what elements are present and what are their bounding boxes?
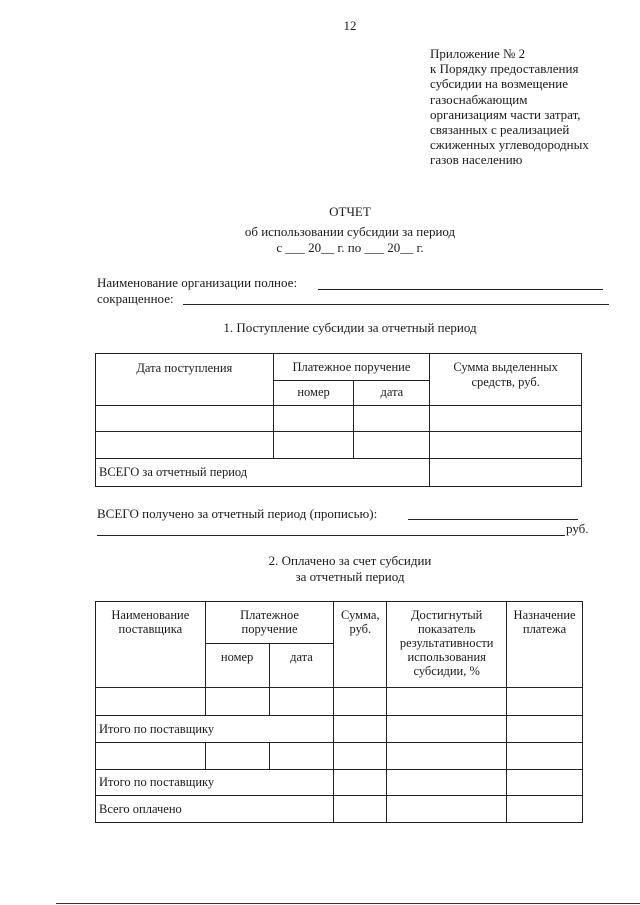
total-row	[96, 459, 582, 487]
table-cell[interactable]	[273, 406, 354, 432]
col-sum-header: Сумма выделенных средств, руб.	[430, 354, 582, 406]
table-row	[96, 432, 582, 459]
table-cell[interactable]	[96, 743, 206, 770]
table-cell[interactable]	[334, 743, 387, 770]
table-cell[interactable]	[387, 796, 507, 823]
total-label: Всего оплачено	[96, 796, 334, 823]
org-short-field[interactable]	[183, 304, 609, 305]
table-cell[interactable]	[507, 770, 583, 796]
page-bottom-rule	[56, 903, 640, 904]
table-cell[interactable]	[387, 716, 507, 743]
subtotal-row	[96, 770, 583, 796]
table-cell[interactable]	[387, 743, 507, 770]
appendix-line: Приложение № 2	[430, 46, 526, 61]
col-purpose-header: Назначение платежа	[507, 602, 583, 688]
subtotal-row	[96, 716, 583, 743]
appendix-line: газоснабжающим	[430, 91, 528, 107]
table-cell[interactable]	[354, 406, 430, 432]
table-cell[interactable]	[269, 743, 334, 770]
org-short-label: сокращенное:	[97, 291, 174, 306]
table-cell[interactable]	[269, 688, 334, 716]
table-cell[interactable]	[273, 432, 354, 459]
appendix-line: субсидии на возмещение	[430, 76, 568, 92]
table-cell[interactable]	[334, 770, 387, 796]
table-row	[96, 743, 583, 770]
col-number-header: номер	[205, 644, 269, 688]
table-cell[interactable]	[507, 743, 583, 770]
col-pdate-header: дата	[354, 381, 430, 406]
col-sum-header: Сумма, руб.	[334, 602, 387, 688]
table-cell[interactable]	[507, 796, 583, 823]
table-row	[96, 688, 583, 716]
appendix-line: организациям части затрат,	[430, 106, 581, 122]
table-cell[interactable]	[507, 716, 583, 743]
subtotal-label: Итого по поставщику	[96, 716, 334, 743]
org-full-label: Наименование организации полное:	[97, 275, 298, 290]
total-value-cell[interactable]	[430, 459, 582, 487]
table-cell[interactable]	[430, 432, 582, 459]
table-cell[interactable]	[96, 432, 274, 459]
col-payment-header: Платежное поручение	[273, 354, 430, 381]
appendix-line: связанных с реализацией	[430, 122, 570, 138]
section1-heading: 1. Поступление субсидии за отчетный период	[223, 320, 477, 335]
table-cell[interactable]	[205, 743, 269, 770]
report-subtitle: об использовании субсидии за период	[244, 224, 456, 239]
col-date-header: Дата поступления	[96, 354, 274, 406]
table-cell[interactable]	[334, 716, 387, 743]
subtotal-label: Итого по поставщику	[96, 770, 334, 796]
org-full-field[interactable]	[318, 289, 603, 290]
appendix-line: к Порядку предоставления	[430, 61, 579, 77]
table-cell[interactable]	[334, 688, 387, 716]
col-indicator-header: Достигнутый показатель результативности использования субсидии, %	[387, 602, 507, 688]
table-cell[interactable]	[205, 688, 269, 716]
appendix-line: газов населению	[430, 152, 523, 168]
total-row	[96, 796, 583, 823]
table-cell[interactable]	[354, 432, 430, 459]
received-field[interactable]	[408, 519, 578, 520]
col-number-header: номер	[273, 381, 354, 406]
appendix-block	[430, 46, 589, 168]
section2-heading-line2: за отчетный период	[295, 569, 405, 584]
table-cell[interactable]	[387, 770, 507, 796]
receipts-table	[95, 353, 582, 487]
col-pdate-header: дата	[269, 644, 334, 688]
table-cell[interactable]	[96, 406, 274, 432]
col-payment-header: Платежное поручение	[205, 602, 334, 644]
table-cell[interactable]	[387, 688, 507, 716]
table-row	[96, 406, 582, 432]
received-label: ВСЕГО получено за отчетный период (прописью):	[97, 506, 378, 521]
payments-table	[95, 601, 583, 823]
total-label: ВСЕГО за отчетный период	[96, 459, 430, 487]
table-cell[interactable]	[507, 688, 583, 716]
section2-heading-line1: 2. Оплачено за счет субсидии	[268, 553, 432, 568]
table-cell[interactable]	[430, 406, 582, 432]
table-cell[interactable]	[334, 796, 387, 823]
rub-label: руб.	[566, 521, 589, 536]
page-number: 12	[343, 18, 357, 33]
table-cell[interactable]	[96, 688, 206, 716]
received-field-continued[interactable]	[97, 535, 565, 536]
report-period: с ___ 20__ г. по ___ 20__ г.	[276, 240, 424, 255]
col-supplier-header: Наименование поставщика	[96, 602, 206, 688]
report-title: ОТЧЕТ	[329, 204, 371, 219]
appendix-line: сжиженных углеводородных	[430, 137, 589, 153]
